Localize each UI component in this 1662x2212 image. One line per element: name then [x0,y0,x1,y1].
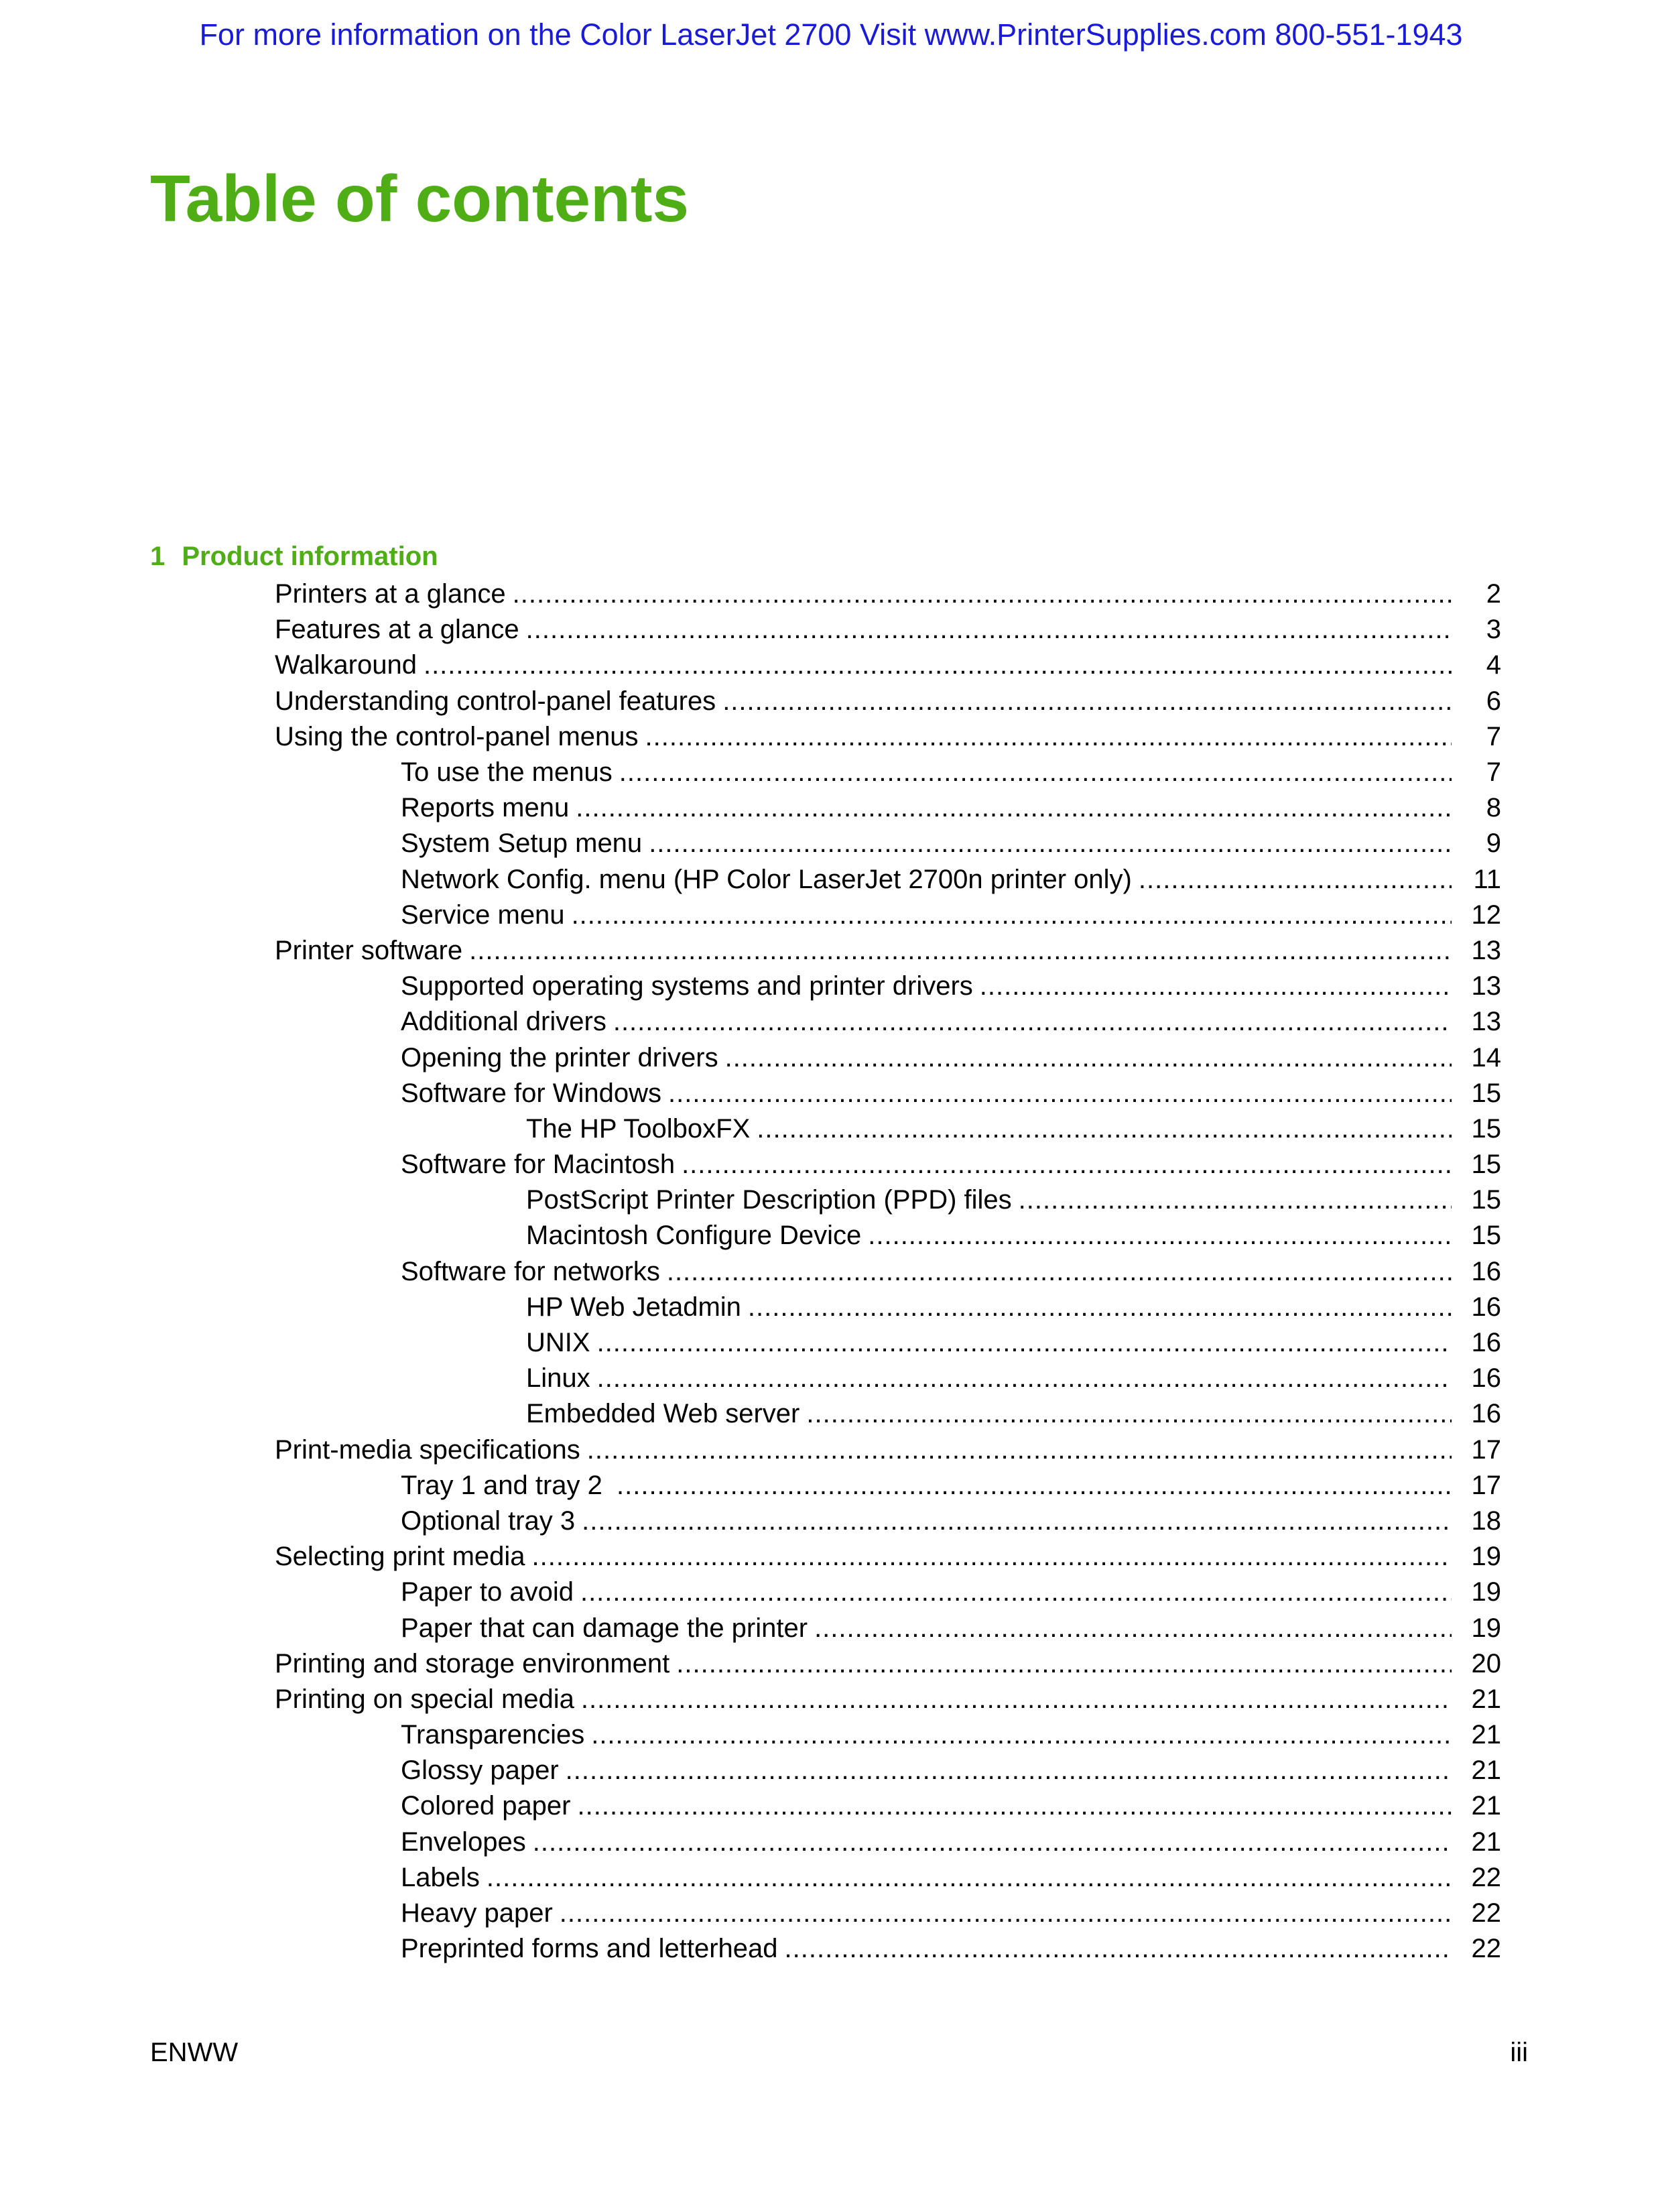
toc-entry[interactable] [0,1218,1662,1253]
toc-entry-title: Printing on special media [275,1684,574,1714]
toc-entry[interactable] [0,1147,1662,1182]
dot-leader [526,612,1452,648]
toc-entry[interactable] [0,1182,1662,1218]
toc-entry-page: 16 [1471,1363,1501,1394]
toc-entry-page: 21 [1471,1827,1501,1857]
toc-entry[interactable] [0,1646,1662,1682]
toc-entry-page: 15 [1471,1113,1501,1144]
toc-entry[interactable] [0,1717,1662,1753]
toc-entry-page: 19 [1471,1542,1501,1572]
dot-leader [748,1290,1452,1325]
toc-entry-page: 22 [1471,1934,1501,1964]
dot-leader [424,648,1452,683]
toc-entry[interactable] [0,612,1662,648]
dot-leader [868,1218,1452,1253]
toc-entry[interactable] [0,1290,1662,1325]
toc-entry-title: Colored paper [401,1791,571,1821]
page-title: Table of contents [150,162,690,235]
toc-entry-page: 4 [1486,650,1501,680]
toc-entry-title: Glossy paper [401,1756,559,1786]
toc-entry-title: Printers at a glance [275,579,506,609]
toc-entry-title: Preprinted forms and letterhead [401,1934,778,1964]
toc-entry[interactable] [0,1076,1662,1111]
toc-entry-page: 22 [1471,1862,1501,1892]
dot-leader [566,1753,1452,1788]
toc-entry-page: 9 [1486,828,1501,859]
toc-entry-title: Opening the printer drivers [401,1042,718,1072]
toc-entry-page: 17 [1471,1434,1501,1465]
toc-entry-page: 13 [1471,935,1501,965]
toc-entry[interactable] [0,862,1662,898]
toc-entry-page: 12 [1471,900,1501,930]
toc-entry-page: 15 [1471,1150,1501,1180]
toc-entry[interactable] [0,684,1662,719]
toc-entry-title: Transparencies [401,1720,585,1750]
dot-leader [578,1788,1452,1824]
toc-entry-page: 19 [1471,1613,1501,1643]
dot-leader [619,755,1452,790]
toc-entry-page: 21 [1471,1791,1501,1821]
chapter-heading[interactable] [150,542,438,572]
dot-leader [597,1325,1452,1361]
toc-entry-page: 6 [1486,686,1501,716]
promo-banner-link[interactable]: For more information on the Color LaserJet 2700 Visit www.PrinterSupplies.com 800-551-1943 [199,17,1463,52]
dot-leader [513,576,1452,612]
toc-entry-page: 22 [1471,1898,1501,1928]
toc-entry-title: Labels [401,1862,480,1892]
footer-doc-code: ENWW [150,2038,239,2067]
toc-entry-title: UNIX [526,1328,590,1358]
toc-entry-page: 8 [1486,793,1501,823]
dot-leader [580,1575,1452,1610]
toc-entry-page: 16 [1471,1328,1501,1358]
toc-entry-page: 16 [1471,1399,1501,1429]
toc-entry[interactable] [0,1896,1662,1931]
toc-entry-page: 2 [1486,579,1501,609]
dot-leader [1139,862,1452,898]
toc-entry-title: Network Config. menu (HP Color LaserJet 2700n printer only) [401,864,1132,894]
toc-entry[interactable] [0,898,1662,933]
toc-entry[interactable] [0,1825,1662,1860]
toc-entry[interactable] [0,933,1662,969]
toc-entry-title: Printer software [275,935,463,965]
toc-entry-page: 3 [1486,615,1501,645]
toc-entry-title: Paper that can damage the printer [401,1613,808,1643]
toc-entry-page: 16 [1471,1256,1501,1286]
toc-entry-title: Linux [526,1363,590,1394]
toc-entry-title: PostScript Printer Description (PPD) files [526,1185,1012,1215]
toc-entry-title: The HP ToolboxFX [526,1113,751,1144]
toc-entry[interactable] [0,755,1662,790]
dot-leader [785,1931,1452,1967]
toc-entry[interactable] [0,1396,1662,1432]
toc-entry-page: 15 [1471,1185,1501,1215]
toc-entry-title: Additional drivers [401,1007,606,1037]
toc-entry-title: Walkaround [275,650,417,680]
dot-leader [597,1361,1452,1396]
dot-leader [469,933,1452,969]
toc-entry[interactable] [0,1682,1662,1717]
dot-leader [725,1040,1452,1076]
dot-leader [1019,1182,1452,1218]
toc-entry[interactable] [0,1860,1662,1896]
toc-entry-title: Selecting print media [275,1542,525,1572]
dot-leader [649,826,1452,861]
toc-entry[interactable] [0,1325,1662,1361]
dot-leader [572,898,1452,933]
toc-entry-title: To use the menus [401,757,613,788]
toc-entry-page: 15 [1471,1078,1501,1108]
toc-entry-title: System Setup menu [401,828,643,859]
toc-entry-page: 19 [1471,1577,1501,1607]
dot-leader [533,1825,1452,1860]
toc-entry[interactable] [0,576,1662,612]
toc-entry-page: 21 [1471,1756,1501,1786]
dot-leader [581,1682,1452,1717]
toc-entry-title: Using the control-panel menus [275,721,639,751]
toc-entry-page: 13 [1471,971,1501,1001]
toc-entry[interactable] [0,1503,1662,1539]
toc-entry-page: 21 [1471,1720,1501,1750]
toc-entry-page: 7 [1486,757,1501,788]
toc-entry[interactable] [0,1254,1662,1290]
dot-leader [560,1896,1452,1931]
footer-page-number: iii [1510,2038,1528,2067]
toc-entry[interactable] [0,1931,1662,1967]
toc-entry-page: 11 [1473,864,1501,894]
toc-list [0,576,1662,1967]
toc-entry[interactable] [0,1468,1662,1503]
toc-entry[interactable] [0,1111,1662,1147]
dot-leader [645,719,1452,755]
toc-entry-title: Features at a glance [275,615,519,645]
toc-entry-title: Software for networks [401,1256,660,1286]
toc-entry-title: Tray 1 and tray 2 [401,1470,610,1500]
dot-leader [591,1717,1452,1753]
toc-entry-title: Printing and storage environment [275,1648,670,1678]
toc-entry[interactable] [0,1539,1662,1575]
dot-leader [676,1646,1452,1682]
toc-entry-page: 15 [1471,1221,1501,1251]
toc-entry-page: 20 [1471,1648,1501,1678]
dot-leader [722,684,1452,719]
toc-entry-title: Service menu [401,900,565,930]
toc-entry[interactable] [0,1753,1662,1788]
toc-entry-title: Embedded Web server [526,1399,800,1429]
dot-leader [668,1076,1452,1111]
toc-entry[interactable] [0,1575,1662,1610]
dot-leader [757,1111,1452,1147]
toc-entry-title: Heavy paper [401,1898,553,1928]
dot-leader [587,1432,1452,1468]
dot-leader [532,1539,1452,1575]
toc-entry-page: 17 [1471,1470,1501,1500]
toc-entry-title: Optional tray 3 [401,1506,576,1536]
toc-entry[interactable] [0,719,1662,755]
dot-leader [667,1254,1452,1290]
toc-entry-page: 7 [1486,721,1501,751]
dot-leader [613,1004,1452,1040]
toc-entry-page: 18 [1471,1506,1501,1536]
toc-entry-title: Software for Windows [401,1078,662,1108]
toc-entry-page: 21 [1471,1684,1501,1714]
toc-entry-title: Software for Macintosh [401,1150,676,1180]
chapter-number: 1 [150,542,166,571]
toc-entry[interactable] [0,1610,1662,1646]
toc-entry[interactable] [0,969,1662,1004]
toc-entry-title: Envelopes [401,1827,526,1857]
toc-entry[interactable] [0,1361,1662,1396]
dot-leader [806,1396,1452,1432]
toc-entry-title: Macintosh Configure Device [526,1221,862,1251]
toc-entry-page: 13 [1471,1007,1501,1037]
dot-leader [582,1503,1452,1539]
toc-entry[interactable] [0,648,1662,683]
dot-leader [980,969,1452,1004]
toc-entry-title: HP Web Jetadmin [526,1292,741,1322]
dot-leader [814,1611,1452,1646]
toc-entry-page: 16 [1471,1292,1501,1322]
toc-entry-title: Understanding control-panel features [275,686,716,716]
dot-leader [487,1860,1452,1896]
toc-entry[interactable] [0,1432,1662,1468]
dot-leader [617,1468,1452,1503]
toc-entry-title: Supported operating systems and printer drivers [401,971,973,1001]
toc-entry-page: 14 [1471,1042,1501,1072]
dot-leader [682,1147,1452,1182]
toc-entry-title: Print-media specifications [275,1434,580,1465]
chapter-title: Product information [182,542,438,571]
dot-leader [576,790,1452,826]
toc-entry[interactable] [0,1040,1662,1075]
toc-entry-title: Reports menu [401,793,570,823]
toc-entry[interactable] [0,826,1662,861]
toc-entry-title: Paper to avoid [401,1577,574,1607]
toc-entry[interactable] [0,790,1662,826]
toc-entry[interactable] [0,1004,1662,1040]
toc-entry[interactable] [0,1788,1662,1824]
